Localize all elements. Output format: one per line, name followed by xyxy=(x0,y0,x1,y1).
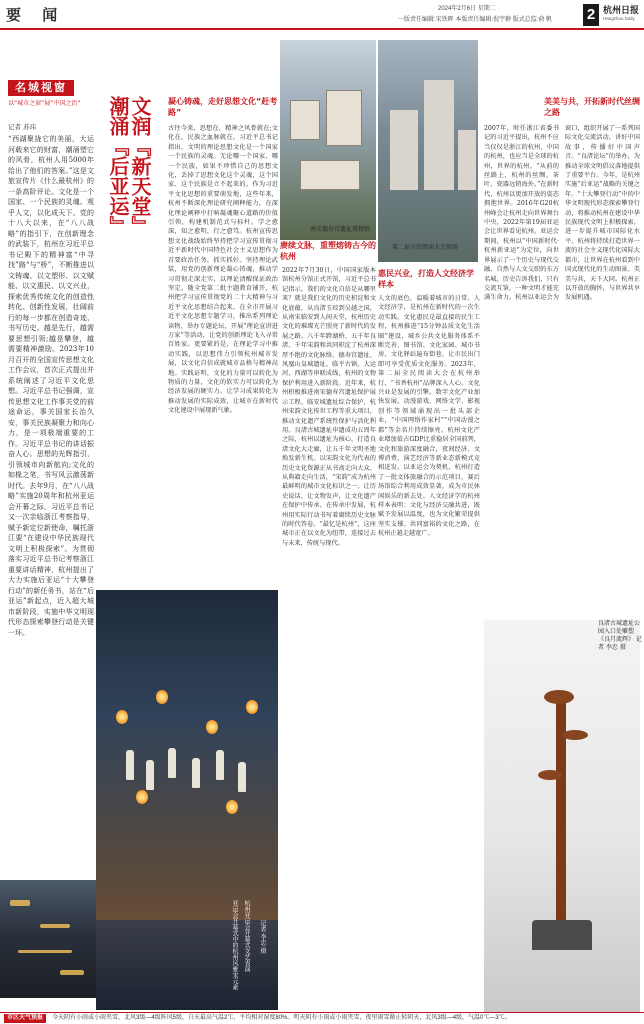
article-intro-text: “西湖聚拢它的美丽，大运河载来它的财富，潮涌塑它的风骨，杭州人用5000年给出了他们的答案。”这是文旅宣传片《什么最杭州》的一条高阶评论。文化是一个国家、一个民族的灵魂。观乎人文，以化成天下。党的十八大以来，在“八八战略”的指引下，在创新理念的武装下，杭州在习近平总书记殿下的精神富“中寻找”路“与“桥”，不断推进以文铸魂、以文塑形、以文赋能、以文惠民、以文兴业，探索优秀传统文化的创造性转化、创新性发展，壮阔前行的每一步都在创造奇迹、书写历史。越是先行，越需要思想引领;越是攀登，越需要精神激励。2023年10月召开的全国宣传思想文化工作会议，首次正式提出并系统阐述了习近平文化思想。习近平总书记强调，宣传思想文化工作事关党的前途命运，事关国家长治久安，事关民族凝聚力和向心力，是一项极端重要的工作。习近平总书记的讲话振奋人心。思想的光辉指引，引领城市向新航向;文化的如椽之笔，书写风云激荡新时代。去年9月，在“八八战略”实施20周年和杭州亚运会开幕之际，习近平总书记又一次亲临浙江考察指导，赋予新定位新使命，嘱托浙江要“在建设中华民族现代文明上积极探索”。为贯彻落实习近平总书记考察浙江重要讲话精神，杭州提出了大力实施后亚运“十大攀登行动”的新任务书，站在“后亚运”新起点，近入超大城市新阶段，实施中华文明现代形态探索攀登行动是关键一环。 xyxy=(8,135,94,637)
main-headline-line-2: 文润『新天堂』 xyxy=(128,96,152,236)
issue-date: 2024年2月6日 星期二 xyxy=(438,6,496,12)
article-byline: 记者 苏玮 xyxy=(8,123,37,131)
main-photo-caption: 亚运会开幕式中的杭州风雅宋元素 xyxy=(231,900,238,990)
section-1-subheading: 凝心铸魂，走好思想文化“赶考路” xyxy=(168,97,278,117)
reading-conference-photo xyxy=(378,40,478,262)
night-city-photo xyxy=(0,880,96,998)
section-3-photo-caption: 第二届全民阅读大会现场 xyxy=(392,244,459,251)
section-2-text: 2022年7月30日，中国国家版本馆杭州分馆正式开馆，习近平总书记指示，我们的文化自信是从哪里来？就是我们文化的历史积淀和文化底蕴，从良渚玉琮到吴越之国，从南宋临安到人间天堂，杭州历史文化的璀璨光芒照亮了新时代的发展之路。八千年跨湖桥、五千年良渚、千年宋韵和共同积淀了杭州深厚不绝的文化脉络。德寿宫遗址、凤凰山皇城遗址、临平古镇、大运河、西湖等串联成线，杭州的文物保护利用进入新阶段。近年来，杭州积极推进南宋德寿宫遗址保护展示工程、临安城遗址综合保护、杭州宋韵文化传世工程等重大项目，推动文化遗产系统性保护与活化利用。良渚古城遗址申遗成功五周年之际，杭州以遗址为核心，打造良渚文化大走廊，让五千年文明圣地焕发新生机。以宋韵文化为代表的历史文化资源正从书斋走向大众、从典籍走向生活，“宋韵”成为杭州最鲜明的城市文化标识之一。让历史说话，让文物发声，让文化遗产在保护中传承、在传承中发展，杭州用实际行动书写着赓续历史文脉的时代答卷。“最忆是杭州”，这座城市正在以文化为纽带，连接过去与未来，传统与现代。 xyxy=(282,267,376,547)
main-headline-line-1: 潮涌『后亚运』 xyxy=(106,96,130,236)
section-4-subheading: 美美与共，开拓新时代丝绸之路 xyxy=(544,97,640,117)
page-number: 2 xyxy=(583,4,599,26)
section-title: 要 闻 xyxy=(6,6,66,24)
section-3-subheading: 惠民兴业，打造人文经济学样本 xyxy=(378,269,474,289)
newspaper-logo-english: Hangzhou Daily xyxy=(603,16,635,21)
section-2-photo-caption: 南宋德寿宫遗址博物馆 xyxy=(309,226,370,233)
editor-credits: 一版责任编辑:宋铁晖 本版责任编辑:倪宇翀 版式总监:俞 帆 xyxy=(398,17,553,23)
section-3-text: 人文的底色，温暖着城市的日常。人文经济学，是杭州在新时代的一次生动实践。文化惠民是最直接的民生工程，杭州推进“15分钟品质文化生活圈”建设，城乡公共文化服务体系不断完善，图书馆、文化家园、城市书房、文化驿站遍布街巷，让市民出门即可享受优质文化服务。2023年，第二届全民阅读大会在杭州举行，“书香杭州”品牌深入人心。文化兴业是发展的引擎。数字文化产业加快发展，动漫游戏、网络文学、影视创作等领域涌现出一批头部企业，“中国网络作家村”“中国动漫之都”等金名片持续擦亮。杭州文化产业增加值占GDP比重稳居全国前列，文化和旅游深度融合，夜间经济、文博消费、演艺经济等新业态新模式竞相迸发。以亚运会为契机，杭州打造了一批文体旅融合的示范项目，赛后场馆综合利用成效显著，成为市民休闲娱乐的新去处。人文经济学的杭州样本表明：文化与经济交融共进，既赋予发展以温度，也为文化繁荣提供坚实支撑。共同富裕的文化之路，在杭州正越走越宽广。 xyxy=(378,295,480,538)
section-4-photo-caption: 良渚古城遗址公园入口处雕塑《良月流辉》 记者 李忠 摄 xyxy=(598,620,642,651)
main-photo-credit: 记者 李忠 摄 xyxy=(259,920,266,954)
column-logo: 名城视窗 xyxy=(8,80,74,96)
liangzhu-sculpture-photo xyxy=(484,620,640,1012)
main-photo-caption-2: 杭州亚运会开幕式文艺表演 xyxy=(243,900,250,972)
asian-games-ceremony-photo xyxy=(96,590,278,1010)
section-1-text: 古往今来，思想在，精神之风骨就在;文化在，民族之血脉就在。习近平总书记指出，文明的理论思想文化是一个国家一个民族的灵魂。无论哪一个国家、哪一个民族，如果不珍惜自己的思想文化，丢掉了思想文化这个灵魂，这个国家、这个民族是立不起来的。作为习近平文化思想的重要萌发地，这些年来，杭州不断深化理论研究阐释能力，在深化理论阐释中打响凝魂聚心道路的价值引领，构建机制范式与标杆。学之愈深，知之愈明，行之愈笃。杭州宣传思想文化战线始终坚持把学习宣传贯彻习近平新时代中国特色社会主义思想作为首要政治任务，抓实抓好。坚持理论武装，用党的创新理论凝心铸魂，推动学习贯彻走深走实，以理论清醒保证政治坚定。随全党第二批主题教育铺开，杭州把学习宣传贯彻党的二十大精神与习近平文化思想结合起来，在全市开展习近平文化思想专题学习，推出系列理论读物，举办专题论坛，开展“理论宣讲进万家”等活动，让党的创新理论飞入寻常百姓家。更要紧的是，在理论学习中推动实践，以思想伟力引领杭州城市发展，以文化自信成就城市品格与精神高地。实践证明，文化的力量可以转化为物质的力量，文化的软实力可以转化为经济发展的硬实力。让学习成果转化为推动发展的实际成效，让城市在新时代文化建设中展现新气象。 xyxy=(168,125,278,415)
weather-forecast-text: 今天阴有小雨或小雨夹雪，北风3级—4级阵风5级，白天最高气温2℃，平均相对湿度80%。明天阴有小雨或小雨夹雪，夜里雨雪渐止转阴天，北风3级—4级，气温0℃—3℃。 xyxy=(52,1015,511,1021)
section-4-text: 2007年，时任浙江省委书记的习近平提出，杭州不应当仅仅是浙江的杭州，中国的杭州，也应当是全球的杭州，世界的杭州。“从前的丝路上，杭州的丝绸、茶叶、瓷器远销海外。”在新时代，杭州以更加开放的姿态拥抱世界。2016年G20杭州峰会让杭州走向世界舞台中央，2022年第19届亚运会让世界看见杭州。亚运会期间，杭州以“中国新时代·杭州新亚运”为定位，向世界展示了一个历史与现代交融、自然与人文交织的东方名城。历史告诉我们，只有交流互鉴，一种文明才能充满生命力。杭州以亚运会为窗口，组织开展了一系列国际文化交流活动，讲好中国故事，传播好中国声音。“良渚论坛”的举办，为推动全球文明倡议落地提供了重要平台。今年，是杭州实施“后亚运”战略的关键之年。“十大攀登行动”中的中华文明现代形态探索攀登行动，将推动杭州在建设中华民族现代文明上积极探索，进一步提升城市国际化水平。杭州将持续打造世界一流的社会主义现代化国际大都市，让世界在杭州看到中国式现代化的生动图景。美美与共，天下大同。杭州正以开放的胸怀，与世界共享发展机遇。 xyxy=(484,125,640,302)
section-2-subheading: 赓续文脉，重塑熔铸古今的杭州 xyxy=(280,241,376,261)
newspaper-logo: 杭州日报 xyxy=(603,6,640,16)
weather-label: 市区天气预报 xyxy=(4,1014,46,1023)
column-subtitle: 以“城市之窗”展“中国之治” xyxy=(8,100,81,107)
